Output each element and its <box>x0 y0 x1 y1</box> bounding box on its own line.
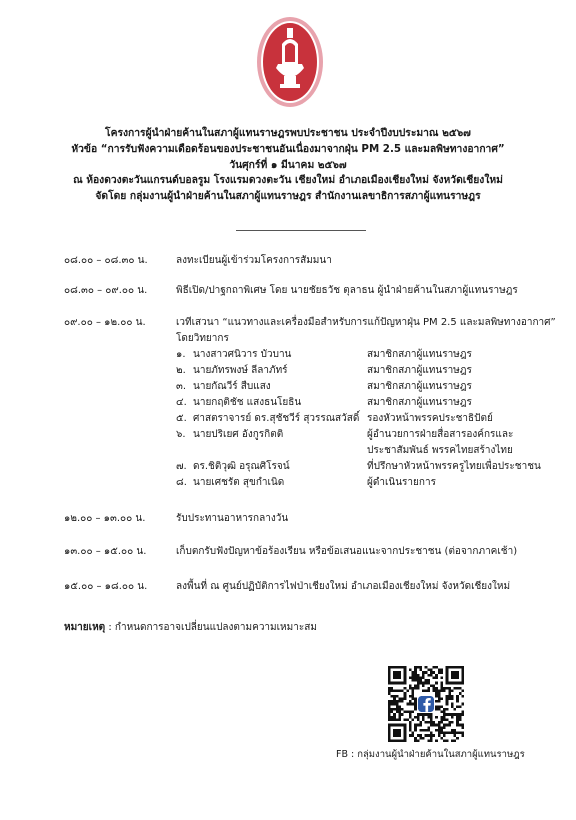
speaker-number: ๓. <box>176 381 187 392</box>
header-project-title: โครงการผู้นำฝ่ายค้านในสภาผู้แทนราษฎรพบประชาชน ประจำปีงบประมาณ ๒๕๖๗ <box>105 127 471 139</box>
schedule-time: ๐๘.๐๐ – ๐๘.๓๐ น. <box>64 255 148 266</box>
schedule-time: ๐๙.๐๐ – ๑๒.๐๐ น. <box>64 317 146 328</box>
header-topic: หัวข้อ “การรับฟังความเดือดร้อนของประชาชนอันเนื่องมาจากฝุ่น PM 2.5 และมลพิษทางอากาศ” <box>71 142 505 155</box>
schedule-time: ๑๕.๐๐ – ๑๘.๐๐ น. <box>64 581 148 592</box>
remark-label: หมายเหตุ <box>64 622 106 633</box>
facebook-icon <box>418 696 434 712</box>
speaker-position: สมาชิกสภาผู้แทนราษฎร <box>367 349 472 360</box>
header-divider <box>236 230 366 231</box>
speaker-number: ๘. <box>176 477 187 488</box>
schedule-time: ๑๓.๐๐ – ๑๕.๐๐ น. <box>64 546 147 557</box>
schedule-desc: พิธีเปิด/ปาฐกถาพิเศษ โดย นายชัยธวัช ตุลาธน ผู้นำฝ่ายค้านในสภาผู้แทนราษฎร <box>176 285 518 296</box>
speaker-number: ๕. <box>176 413 187 424</box>
speaker-position: สมาชิกสภาผู้แทนราษฎร <box>367 397 472 408</box>
speaker-name: นายเศชรัต สุขกำเนิด <box>193 477 285 488</box>
speaker-position: ประชาสัมพันธ์ พรรคไทยสร้างไทย <box>367 445 513 456</box>
parliament-emblem-icon <box>254 14 326 110</box>
schedule-desc: ลงทะเบียนผู้เข้าร่วมโครงการสัมมนา <box>176 255 332 266</box>
speaker-position: รองหัวหน้าพรรคประชาธิปัตย์ <box>367 413 493 424</box>
document-header <box>0 126 576 205</box>
speaker-position: ที่ปรึกษาหัวหน้าพรรครูไทยเพื่อประชาชน <box>367 461 541 472</box>
schedule-desc-speakers-intro: โดยวิทยากร <box>176 333 229 344</box>
speaker-name: นายกัณวีร์ สืบแสง <box>193 381 271 392</box>
speaker-name: นายปริเยศ อังกูรกิตติ <box>193 429 284 440</box>
speaker-name: ดร.ชิติวุฒิ อรุณศิโรจน์ <box>193 461 290 472</box>
header-date: วันศุกร์ที่ ๑ มีนาคม ๒๕๖๗ <box>229 158 347 171</box>
schedule-desc: เวทีเสวนา “แนวทางและเครื่องมือสำหรับการแก้ปัญหาฝุ่น PM 2.5 และมลพิษทางอากาศ” <box>176 317 556 328</box>
speaker-number: ๖. <box>176 429 186 440</box>
speaker-position: สมาชิกสภาผู้แทนราษฎร <box>367 365 472 376</box>
speaker-number: ๔. <box>176 397 187 408</box>
speaker-number: ๒. <box>176 365 186 376</box>
speaker-number: ๑. <box>176 349 186 360</box>
schedule-desc: ลงพื้นที่ ณ ศูนย์ปฏิบัติการไฟป่าเชียงใหม่ อำเภอเมืองเชียงใหม่ จังหวัดเชียงใหม่ <box>176 581 511 592</box>
schedule-time: ๐๘.๓๐ – ๐๙.๐๐ น. <box>64 285 148 296</box>
speaker-position: ผู้อำนวยการฝ่ายสื่อสารองค์กรและ <box>367 429 514 440</box>
header-venue: ณ ห้องดวงตะวันแกรนด์บอลรูม โรงแรมดวงตะวัน เชียงใหม่ อำเภอเมืองเชียงใหม่ จังหวัดเชียงใหม่ <box>73 174 503 187</box>
speaker-name: นางสาวศนิวาร บัวบาน <box>193 349 292 360</box>
schedule-desc: รับประทานอาหารกลางวัน <box>176 513 289 524</box>
remark-separator: : <box>108 622 112 633</box>
speaker-name: นายภัทรพงษ์ ลีลาภัทร์ <box>193 365 288 376</box>
schedule-time: ๑๒.๐๐ – ๑๓.๐๐ น. <box>64 513 146 524</box>
facebook-page-label: FB : กลุ่มงานผู้นำฝ่ายค้านในสภาผู้แทนราษฎร <box>336 749 525 760</box>
remark-text: กำหนดการอาจเปลี่ยนแปลงตามความเหมาะสม <box>114 622 317 633</box>
schedule-desc: เก็บตกรับฟังปัญหาข้อร้องเรียน หรือข้อเสนอแนะจากประชาชน (ต่อจากภาคเช้า) <box>176 546 518 557</box>
remark <box>64 620 317 635</box>
speaker-name: นายกฤติชัช แสงธนโยธิน <box>193 397 302 408</box>
speaker-name: ศาสตราจารย์ ดร.สุชัชวีร์ สุวรรณสวัสดิ์ <box>193 413 360 424</box>
speaker-position: ผู้ดำเนินรายการ <box>367 477 436 488</box>
qr-code-icon[interactable] <box>388 666 464 742</box>
header-organizer: จัดโดย กลุ่มงานผู้นำฝ่ายค้านในสภาผู้แทนราษฎร สำนักงานเลขาธิการสภาผู้แทนราษฎร <box>95 190 481 203</box>
speaker-number: ๗. <box>176 461 187 472</box>
speaker-position: สมาชิกสภาผู้แทนราษฎร <box>367 381 472 392</box>
